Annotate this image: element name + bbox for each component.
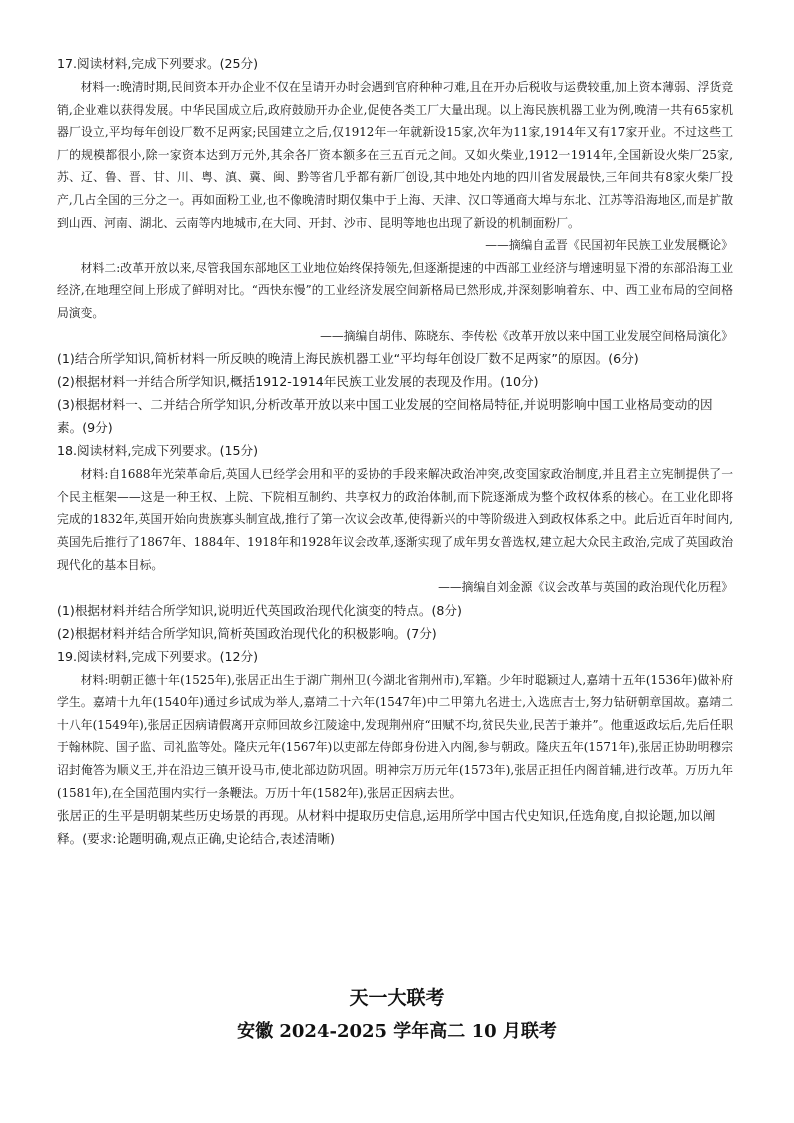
q17-sub-2: (2)根据材料一并结合所学知识,概括1912-1914年民族工业发展的表现及作用。(10分) xyxy=(57,374,539,390)
question-17 xyxy=(57,52,733,850)
footer-exam-name: 天一大联考 xyxy=(349,987,445,1009)
q19-title: 19.阅读材料,完成下列要求。(12分) xyxy=(57,648,259,664)
q18-sub-2: (2)根据材料并结合所学知识,简析英国政治现代化的积极影响。(7分) xyxy=(57,625,437,641)
footer-exam-subtitle: 安徽 2024-2025 学年高二 10 月联考 xyxy=(237,1021,557,1042)
q19-material: 材料:明朝正德十年(1525年),张居正出生于湖广荆州卫(今湖北省荆州市),军籍。少年时聪颖过人,嘉靖十五年(1536年)做补府学生。嘉靖十九年(1540年)通过乡试成为举人,嘉靖二十六年(1547年)中二甲第九名进士,入选庶吉士,努力钻研朝章国故。嘉靖二十八年(1549年),张居正因病请假离开京师回故乡江陵途中,发现荆州府“田赋不均,贫民失业,民苦于兼并”。他重返政坛后,先后任职于翰林院、国子监、司礼监等处。隆庆元年(1567年)以吏部左侍郎身份进入内阁,参与朝政。隆庆五年(1571年),张居正协助明穆宗诏封俺答为顺义王,并在沿边三镇开设马市,使北部边防巩固。明神宗万历元年(1573年),张居正担任内阁首辅,进行改革。万历九年(1581年),在全国范围内实行一条鞭法。万历十年(1582年),张居正因病去世。 xyxy=(57,672,733,800)
q17-material-2: 材料二:改革开放以来,尽管我国东部地区工业地位始终保持领先,但逐渐提速的中西部工业经济与增速明显下滑的东部沿海工业经济,在地理空间上形成了鲜明对比。“西快东慢”的工业经济发展空间新格局已然形成,并深刻影响着东、中、西工业布局的空间格局演变。 xyxy=(57,260,733,320)
q18-title: 18.阅读材料,完成下列要求。(15分) xyxy=(57,443,259,459)
q17-sub-3: (3)根据材料一、二并结合所学知识,分析改革开放以来中国工业发展的空间格局特征,并说明影响中国工业格局变动的因素。(9分) xyxy=(57,397,713,436)
q17-sub-1: (1)结合所学知识,简析材料一所反映的晚清上海民族机器工业“平均每年创设厂数不足两家”的原因。(6分) xyxy=(57,351,639,367)
q19-prompt: 张居正的生平是明朝某些历史场景的再现。从材料中提取历史信息,运用所学中国古代史知识,任选角度,自拟论题,加以阐释。(要求:论题明确,观点正确,史论结合,表述清晰) xyxy=(57,808,716,847)
q18-sub-1: (1)根据材料并结合所学知识,说明近代英国政治现代化演变的特点。(8分) xyxy=(57,602,462,618)
q17-title: 17.阅读材料,完成下列要求。(25分) xyxy=(57,56,259,71)
q17-source-2: ——摘编自胡伟、陈晓东、李传松《改革开放以来中国工业发展空间格局演化》 xyxy=(320,328,733,343)
q17-material-1: 材料一:晚清时期,民间资本开办企业不仅在呈请开办时会遇到官府种种刁难,且在开办后税收与运费较重,加上资本薄弱、浮货竞销,企业难以获得发展。中华民国成立后,政府鼓励开办企业,促使各类工厂大量出现。以上海民族机器工业为例,晚清一共有65家机器厂设立,平均每年创设厂数不足两家;民国建立之后,仅1912年一年就新设15家,次年为11家,1914年又有17家开业。不过这些工厂的规模都很小,除一家资本达到万元外,其余各厂资本额多在三五百元之间。又如火柴业,1912一1914年,全国新设火柴厂25家,苏、辽、鲁、晋、甘、川、粤、滇、冀、闽、黔等省几乎都有新厂创设,其中地处内地的四川省发展最快,三年间共有8家火柴厂投产,几占全国的三分之一。再如面粉工业,也不像晚清时期仅集中于上海、天津、汉口等通商大埠与东北、江苏等沿海地区,而是扩散到山西、河南、湖北、云南等内地城市,在大同、开封、沙市、昆明等地也出现了新设的机制面粉厂。 xyxy=(57,80,733,230)
q18-source: ——摘编自刘金源《议会改革与英国的政治现代化历程》 xyxy=(438,580,733,595)
q17-source-1: ——摘编自孟晋《民国初年民族工业发展概论》 xyxy=(485,238,733,253)
q18-material: 材料:自1688年光荣革命后,英国人已经学会用和平的妥协的手段来解决政治冲突,改变国家政治制度,并且君主立宪制提供了一个民主框架——这是一种王权、上院、下院相互制约、共享权力的政治体制,而下院逐渐成为整个政权体系的核心。在工业化即将完成的1832年,英国开始向贵族寡头制宣战,推行了第一次议会改革,使得新兴的中等阶级进入到政权体系之中。此后近百年时间内,英国先后推行了1867年、1884年、1918年和1928年议会改革,逐渐实现了成年男女普选权,建立起大众民主政治,完成了英国政治现代化的基本目标。 xyxy=(57,467,733,572)
